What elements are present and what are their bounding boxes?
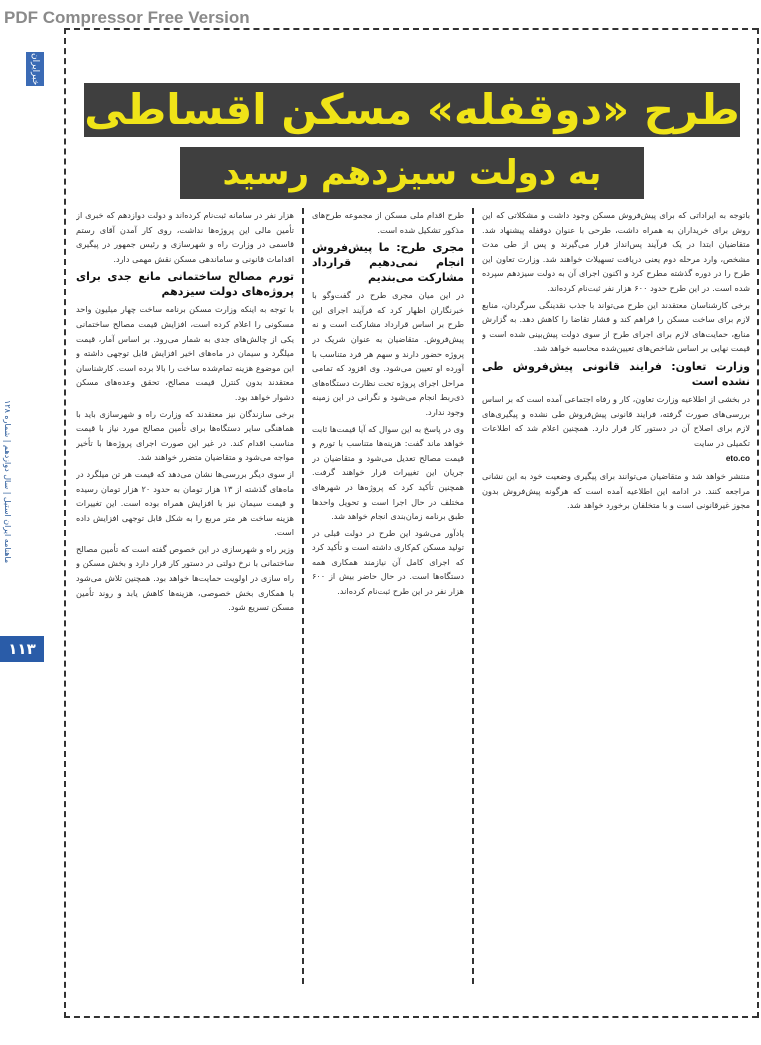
section-heading: وزارت تعاون: فرایند قانونی پیش‌فروش طی نشده است (482, 359, 750, 388)
paragraph: با توجه به اینکه وزارت مسکن برنامه ساخت چهار میلیون واحد مسکونی را اعلام کرده است، افزایش قیمت مصالح ساختمانی یکی از چالش‌های جدی به شمار می‌رود. بر اساس آمار، قیمت میلگرد و سیمان در ماه‌های اخیر افزایش قابل توجهی داشته و این موضوع هزینه تمام‌شده ساخت را بالا برده است. کارشناسان معتقدند بدون کنترل قیمت مصالح، تحقق وعده‌های مسکن دشوار خواهد بود. (76, 304, 294, 402)
website-link[interactable]: eto.co (725, 454, 750, 464)
page-number: ۱۱۳ (0, 636, 44, 662)
paragraph: وی در پاسخ به این سوال که آیا قیمت‌ها ثابت خواهد ماند گفت: هزینه‌ها متناسب با تورم و قیمت مصالح تعدیل می‌شود و متقاضیان در جریان این تغییرات قرار خواهند گرفت. همچنین تأکید کرد که پروژه‌ها در شهرهای مختلف در حال اجرا است و تحویل واحدها طبق برنامه زمان‌بندی انجام خواهد شد. (312, 423, 464, 522)
paragraph: طرح اقدام ملی مسکن از مجموعه طرح‌های مذکور تشکیل شده است. (312, 210, 464, 235)
issue-strip: ماهنامه ایران استیل | سال دوازدهم | شماره ۱۲۸ (3, 400, 12, 564)
pdf-compressor-watermark: PDF Compressor Free Version (4, 8, 250, 27)
frame-left-border (64, 28, 66, 1018)
section-tab: خبرایران (26, 52, 44, 86)
column-divider-2 (472, 208, 474, 984)
section-heading: مجری طرح: ما پیش‌فروش انجام نمی‌دهیم قرارداد مشارکت می‌بندیم (312, 241, 464, 285)
article-column-middle (312, 208, 464, 982)
article-column-right (482, 208, 750, 982)
paragraph: برخی سازندگان نیز معتقدند که وزارت راه و شهرسازی باید با هماهنگی سایر دستگاه‌ها برای تأمین مصالح مورد نیاز با قیمت مناسب اقدام کند. در غیر این صورت اجرای پروژه‌ها با تأخیر مواجه می‌شود و متقاضیان متضرر خواهند شد. (76, 408, 294, 463)
paragraph: هزار نفر در سامانه ثبت‌نام کرده‌اند و دولت دوازدهم که خبری از تأمین مالی این پروژه‌ها نداشت، روی کار آمدن آقای رستم قاسمی در وزارت راه و شهرسازی و رئیس جمهور در پیگیری اقدامات قانونی و ساماندهی مسکن نقش مهمی دارد. (76, 210, 294, 264)
paragraph: در بخشی از اطلاعیه وزارت تعاون، کار و رفاه اجتماعی آمده است که بر اساس بررسی‌های صورت گرفته، فرایند قانونی پیش‌فروش طی نشده و پیگیری‌های لازم برای اصلاح آن در دستور کار قرار دارد. همچنین اعلام شد که اطلاعات تکمیلی در سایت (482, 393, 750, 448)
paragraph: برخی کارشناسان معتقدند این طرح می‌تواند با جذب نقدینگی سرگردان، منابع لازم برای ساخت مسکن را فراهم کند و فشار تقاضا را کاهش دهد. به گزارش منابع، حمایت‌های لازم برای اجرای طرح از سوی دولت پیش‌بینی شده است و قیمت نهایی بر اساس شاخص‌های تعیین‌شده محاسبه خواهد شد. (482, 299, 750, 354)
column-divider-1 (302, 208, 304, 984)
paragraph: در این میان مجری طرح در گفت‌وگو با خبرنگاران اظهار کرد که فرآیند اجرای این طرح بر اساس قرارداد مشارکت است و نه پیش‌فروش. متقاضیان به عنوان شریک در پروژه حضور دارند و سهم هر فرد متناسب با آورده او تعیین می‌شود. وی افزود که تمامی مراحل اجرای پروژه تحت نظارت دستگاه‌های ذی‌ربط انجام می‌شود و نگرانی در این زمینه وجود ندارد. (312, 290, 464, 417)
paragraph: از سوی دیگر بررسی‌ها نشان می‌دهد که قیمت هر تن میلگرد در ماه‌های گذشته از ۱۳ هزار تومان به حدود ۲۰ هزار تومان رسیده و قیمت سیمان نیز با افزایش همراه بوده است. این تغییرات هزینه ساخت هر متر مربع را به شکل قابل توجهی افزایش داده است. (76, 468, 294, 538)
frame-top-border (64, 28, 758, 30)
section-heading: تورم مصالح ساختمانی مانع جدی برای پروژه‌های دولت سیزدهم (76, 270, 294, 299)
page-subtitle: به دولت سیزدهم رسید (222, 153, 602, 193)
paragraph: منتشر خواهد شد و متقاضیان می‌توانند برای پیگیری وضعیت خود به این نشانی مراجعه کنند. در ادامه این اطلاعیه آمده است که هرگونه پیش‌فروش بدون مجوز غیرقانونی است و با متخلفان برخورد خواهد شد. (482, 470, 750, 511)
article-column-left (76, 208, 294, 982)
frame-bottom-border (64, 1016, 758, 1018)
frame-right-border (757, 28, 759, 1018)
paragraph: باتوجه به ایراداتی که برای پیش‌فروش مسکن وجود داشت و مشکلاتی که این روش برای خریداران به همراه داشت، طرحی با عنوان دوقفله پیشنهاد شد. متقاضیان ابتدا در یک فرآیند پس‌انداز قرار می‌گیرند و پس از طی مدت مشخص، وارد مرحله دوم یعنی دریافت تسهیلات خواهند شد. وزارت تعاون این طرح را در دوره گذشته مطرح کرد و اکنون اجرای آن به دولت سیزدهم سپرده شده است. در این طرح حدود ۶۰۰ هزار نفر ثبت‌نام کرده‌اند. (482, 210, 750, 293)
page-title: طرح «دوقفله» مسکن اقساطی (84, 85, 740, 134)
paragraph: وزیر راه و شهرسازی در این خصوص گفته است که تأمین مصالح ساختمانی با نرخ دولتی در دستور کار قرار دارد و بخش مسکن و راه سازی در اولویت حمایت‌ها خواهد بود. همچنین تلاش می‌شود با همکاری بخش خصوصی، هزینه‌ها کاهش یابد و روند تأمین مسکن تسریع شود. (76, 543, 294, 613)
paragraph: یادآور می‌شود این طرح در دولت قبلی در تولید مسکن کم‌کاری داشته است و تأکید کرد که اجرای کامل آن نیازمند همکاری همه دستگاه‌ها است. در حال حاضر بیش از ۶۰۰ هزار نفر در این طرح ثبت‌نام کرده‌اند. (312, 527, 464, 597)
